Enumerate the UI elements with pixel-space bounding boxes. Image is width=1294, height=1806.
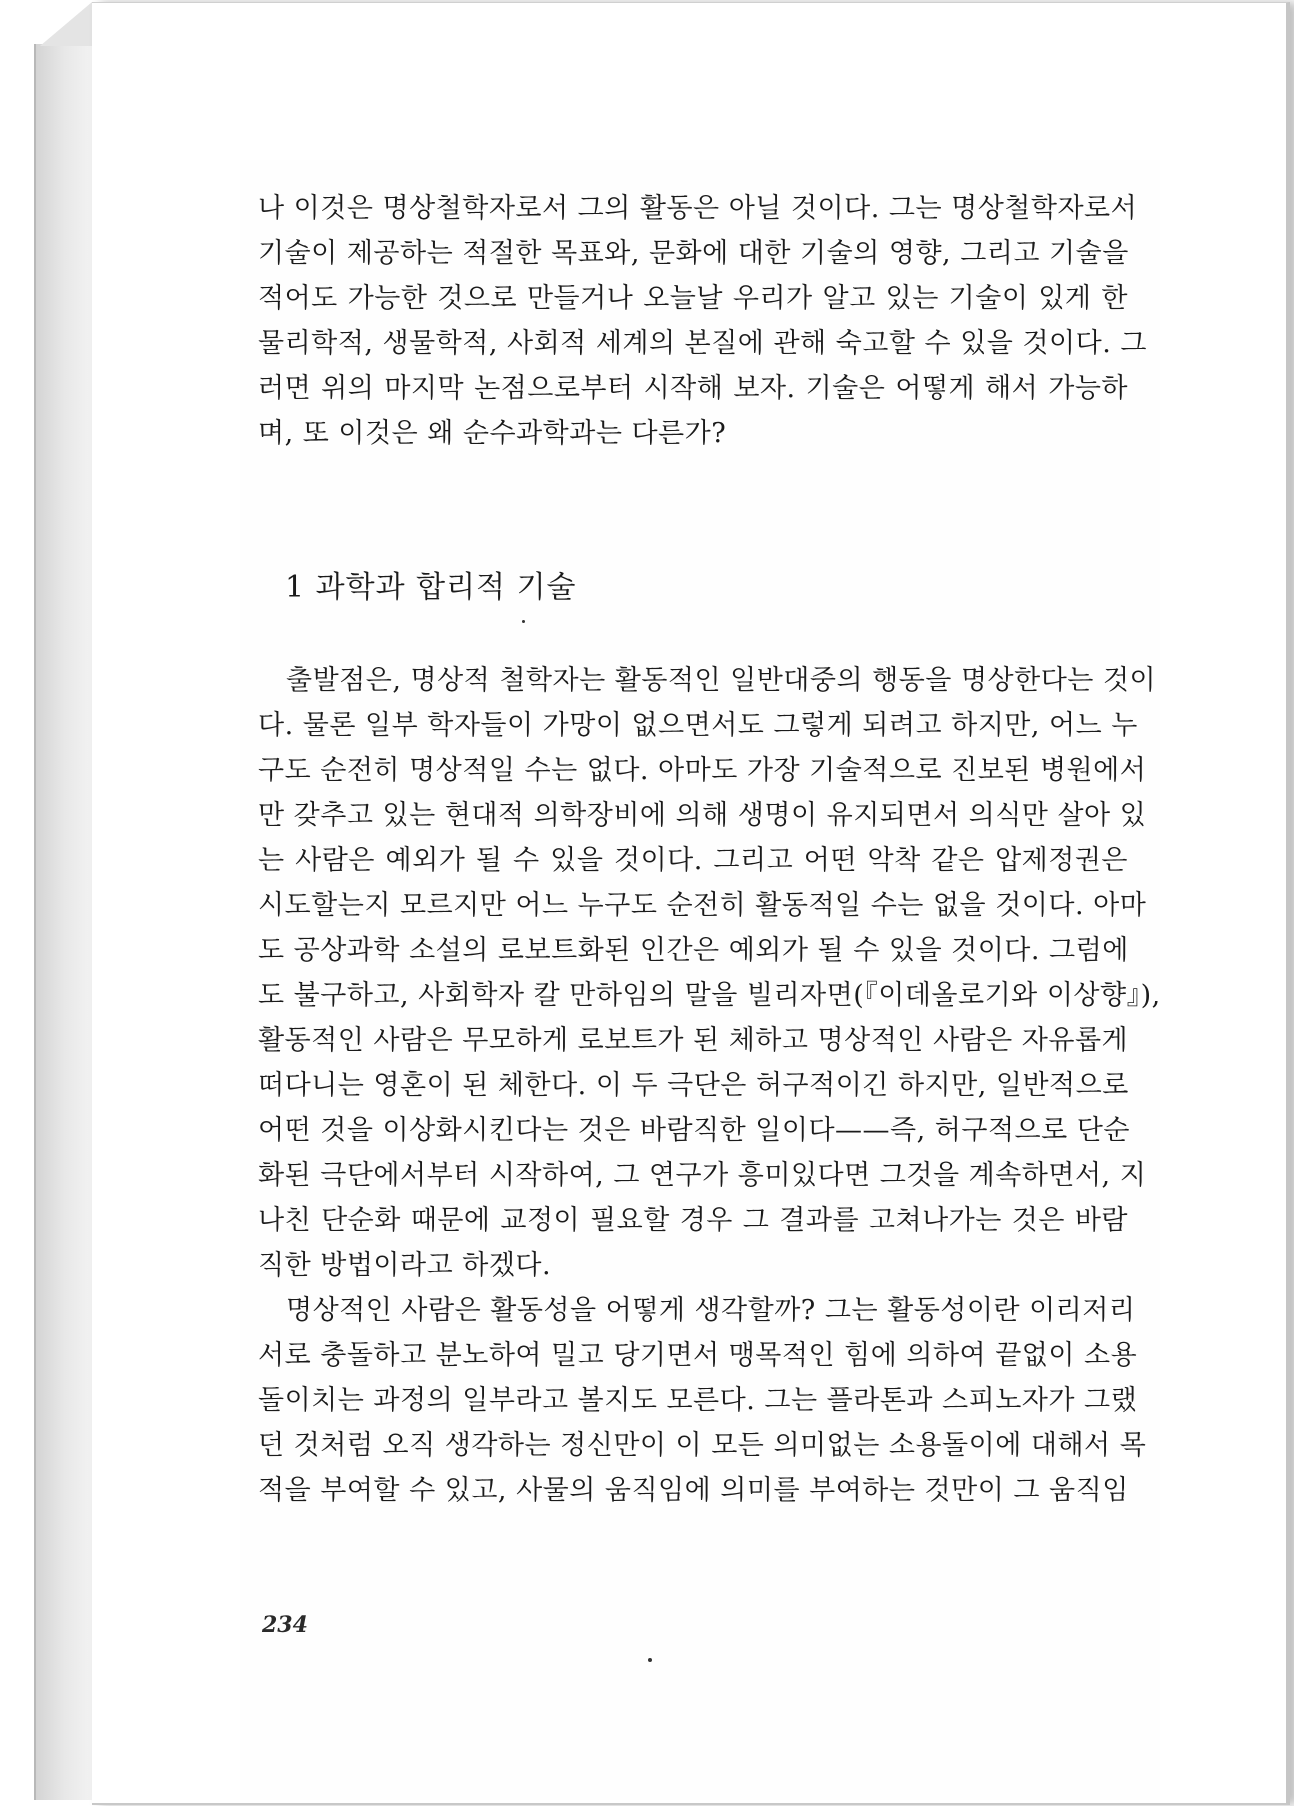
paragraph-line: 는 사람은 예외가 될 수 있을 것이다. 그리고 어떤 악착 같은 압제정권은	[258, 845, 1128, 876]
paragraph-line: 서로 충돌하고 분노하여 밀고 당기면서 맹목적인 힘에 의하여 끝없이 소용	[258, 1340, 1138, 1371]
paragraph-2	[258, 658, 1161, 1513]
paragraph-line: 도 불구하고, 사회학자 칼 만하임의 말을 빌리자면(『이데올로기와 이상향』),	[258, 980, 1161, 1011]
scan-speck	[648, 1658, 652, 1662]
paragraph-line: 떠다니는 영혼이 된 체한다. 이 두 극단은 허구적이긴 하지만, 일반적으로	[258, 1070, 1129, 1101]
paragraph-line: 어떤 것을 이상화시킨다는 것은 바람직한 일이다——즉, 허구적으로 단순	[258, 1115, 1130, 1146]
paragraph-line: 물리학적, 생물학적, 사회적 세계의 본질에 관해 숙고할 수 있을 것이다. 그	[258, 328, 1147, 359]
paragraph-line: 만 갖추고 있는 현대적 의학장비에 의해 생명이 유지되면서 의식만 살아 있	[258, 800, 1147, 831]
paragraph-line: 화된 극단에서부터 시작하여, 그 연구가 흥미있다면 그것을 계속하면서, 지	[258, 1160, 1147, 1191]
paragraph-line: 도 공상과학 소설의 로보트화된 인간은 예외가 될 수 있을 것이다. 그럼에	[258, 935, 1129, 966]
paragraph-line: 던 것처럼 오직 생각하는 정신만이 이 모든 의미없는 소용돌이에 대해서 목	[258, 1430, 1147, 1461]
paragraph-line: 직한 방법이라고 하겠다.	[258, 1250, 552, 1281]
paragraph-line: 적어도 가능한 것으로 만들거나 오늘날 우리가 알고 있는 기술이 있게 한	[258, 283, 1128, 314]
paragraph-line: 돌이치는 과정의 일부라고 볼지도 모른다. 그는 플라톤과 스피노자가 그랬	[258, 1385, 1138, 1416]
paragraph-line: 며, 또 이것은 왜 순수과학과는 다른가?	[258, 418, 727, 449]
scan-speck	[522, 620, 525, 623]
paragraph-line: 구도 순전히 명상적일 수는 없다. 아마도 가장 기술적으로 진보된 병원에서	[258, 755, 1147, 786]
paragraph-line: 출발점은, 명상적 철학자는 활동적인 일반대중의 행동을 명상한다는 것이	[286, 665, 1157, 696]
paragraph-line: 나 이것은 명상철학자로서 그의 활동은 아닐 것이다. 그는 명상철학자로서	[258, 193, 1138, 224]
paragraph-line: 다. 물론 일부 학자들이 가망이 없으면서도 그렇게 되려고 하지만, 어느 누	[258, 710, 1138, 741]
section-heading: 1 과학과 합리적 기술	[285, 570, 577, 605]
paragraph-line: 러면 위의 마지막 논점으로부터 시작해 보자. 기술은 어떻게 해서 가능하	[258, 373, 1128, 404]
book-spine	[34, 44, 94, 1800]
paragraph-line: 명상적인 사람은 활동성을 어떻게 생각할까? 그는 활동성이란 이리저리	[286, 1295, 1136, 1326]
paragraph-line: 기술이 제공하는 적절한 목표와, 문화에 대한 기술의 영향, 그리고 기술을	[258, 238, 1129, 269]
page-number: 234	[262, 1612, 308, 1638]
paragraph-line: 활동적인 사람은 무모하게 로보트가 된 체하고 명상적인 사람은 자유롭게	[258, 1025, 1129, 1056]
paragraph-line: 적을 부여할 수 있고, 사물의 움직임에 의미를 부여하는 것만이 그 움직임	[258, 1475, 1129, 1506]
paragraph-1	[258, 186, 1147, 456]
paragraph-line: 나친 단순화 때문에 교정이 필요할 경우 그 결과를 고쳐나가는 것은 바람	[258, 1205, 1128, 1236]
paragraph-line: 시도할는지 모르지만 어느 누구도 순전히 활동적일 수는 없을 것이다. 아마	[258, 890, 1147, 921]
book-top-edge	[40, 2, 92, 46]
